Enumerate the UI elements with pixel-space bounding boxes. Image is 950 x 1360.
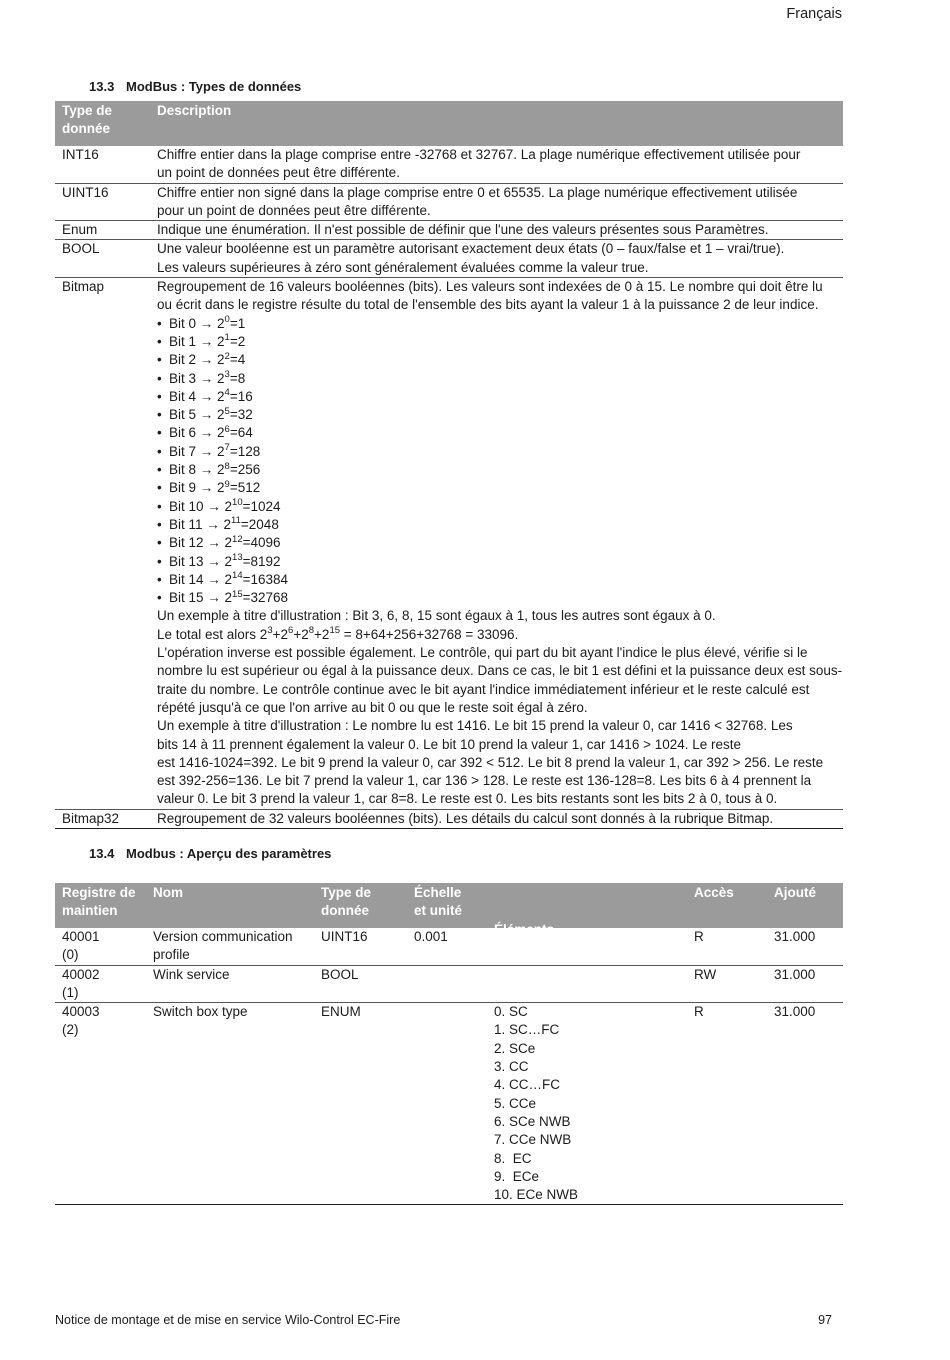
register-cell (55, 928, 146, 965)
parameters-table (55, 883, 843, 1205)
bit-value: =2 (229, 333, 246, 349)
bit-exponent: 13 (232, 552, 243, 564)
parameter-row (55, 1003, 843, 1205)
bit-text: Bit 2 → 2 (169, 352, 225, 368)
bit-item (157, 315, 843, 333)
table-row (55, 221, 843, 240)
header-line: Éléments (494, 921, 555, 937)
register-line: 40001 (62, 929, 100, 944)
superscript: 3 (267, 625, 273, 637)
element-line: 0. SC (494, 1004, 528, 1020)
bit-item (157, 571, 843, 589)
footer-title: Notice de montage et de mise en service Wilo-Control EC-Fire (55, 1313, 401, 1327)
access-value: RW (694, 966, 717, 982)
bit-value: =16384 (242, 571, 289, 587)
element-line: 2. SCe (494, 1040, 536, 1056)
added-cell (767, 928, 843, 965)
section-heading-parameters (89, 845, 331, 863)
text-segment: = 8+64+256+32768 = 33096. (340, 626, 519, 642)
table-row (55, 240, 843, 278)
bit-value: =4 (229, 352, 246, 368)
register-cell (55, 966, 146, 1003)
header-cell-added (767, 884, 843, 928)
data-types-table (55, 101, 843, 829)
name-line: Version communication (153, 929, 293, 944)
page-number: 97 (818, 1313, 832, 1327)
description-line: Chiffre entier dans la plage comprise entre -32768 et 32767. La plage numérique effectivement utilisée pour (157, 147, 801, 162)
header-cell-description (150, 102, 843, 146)
header-line: donnée (321, 903, 370, 919)
header-line: Type de (62, 103, 113, 118)
header-cell-type (55, 102, 150, 146)
data-type-cell (314, 966, 407, 1003)
bit-text: Bit 6 → 2 (169, 425, 225, 441)
bit-text: Bit 7 → 2 (169, 443, 225, 459)
description-cell (150, 240, 843, 277)
bit-text: Bit 14 → 2 (169, 571, 233, 587)
header-cell-register (55, 884, 146, 928)
bit-text: Bit 4 → 2 (169, 388, 225, 404)
bit-exponent: 7 (224, 442, 230, 454)
superscript: 8 (308, 625, 315, 637)
header-cell-data-type (314, 884, 407, 928)
access-cell (687, 928, 767, 965)
bit-value: =32 (229, 407, 253, 423)
description-line: Un exemple à titre d'illustration : Le nombre lu est 1416. Le bit 15 prend la valeur 0, car 1416 < 32768. Les (157, 718, 793, 734)
text-segment: +2 (293, 626, 309, 642)
bit-exponent: 3 (224, 369, 230, 381)
type-cell (55, 221, 150, 239)
added-value: 31.000 (774, 966, 816, 982)
type-name: BOOL (62, 241, 100, 257)
bit-item (157, 370, 843, 388)
description-cell (150, 278, 843, 809)
description-line: Une valeur booléenne est un paramètre autorisant exactement deux états (0 – faux/false et 1 – vrai/true). (157, 241, 785, 257)
data-type-value: ENUM (321, 1004, 361, 1020)
table-row (55, 278, 843, 810)
description-line: traite du nombre. Le contrôle continue avec le bit ayant l'indice immédiatement inférieur et le reste calculé est (157, 681, 810, 697)
element-line: 1. SC…FC (494, 1022, 560, 1038)
bit-item (157, 534, 843, 552)
type-name: Bitmap (62, 279, 105, 295)
scale-unit-value: 0.001 (414, 929, 448, 944)
bit-exponent: 5 (224, 405, 230, 417)
bit-text: Bit 9 → 2 (169, 480, 225, 496)
description-line: Un exemple à titre d'illustration : Bit 3, 6, 8, 15 sont égaux à 1, tous les autres sont égaux à 0. (157, 608, 716, 624)
table-row (55, 146, 843, 184)
header-cell-name (146, 884, 314, 928)
section-heading-data-types (89, 78, 301, 96)
register-line: 40003 (62, 1004, 100, 1020)
bit-item (157, 351, 843, 369)
type-name: UINT16 (62, 184, 109, 200)
element-line: 8. EC (494, 1150, 532, 1166)
bit-item (157, 388, 843, 406)
bit-text: Bit 11 → 2 (169, 516, 232, 532)
bit-value: =1 (229, 315, 246, 331)
header-line: donnée (62, 121, 111, 137)
name-cell (146, 966, 314, 1003)
header-cell-access (687, 884, 767, 928)
added-cell (767, 1003, 843, 1204)
bit-text: Bit 1 → 2 (169, 333, 225, 349)
bit-item (157, 479, 843, 497)
type-cell (55, 240, 150, 277)
data-type-cell (314, 1003, 407, 1204)
bit-text: Bit 0 → 2 (169, 315, 225, 331)
element-line: 10. ECe NWB (494, 1187, 579, 1203)
description-line: Regroupement de 32 valeurs booléennes (bits). Les détails du calcul sont donnés à la rubrique Bitmap. (157, 810, 774, 826)
table-row (55, 184, 843, 222)
superscript: 6 (288, 625, 294, 637)
bit-text: Bit 13 → 2 (169, 553, 233, 569)
bit-exponent: 12 (232, 533, 243, 545)
bit-text: Bit 5 → 2 (169, 407, 225, 423)
description-line (157, 626, 843, 644)
text-segment: +2 (314, 626, 330, 642)
bit-value: =32768 (242, 590, 289, 606)
description-line: bits 14 à 11 prennent également la valeur 0. Le bit 10 prend la valeur 1, car 1416 > 1024. Le reste (157, 736, 742, 752)
scale-unit-cell (407, 928, 487, 965)
register-line: (1) (62, 984, 79, 1000)
bit-text: Bit 8 → 2 (169, 462, 225, 478)
bit-value: =128 (229, 443, 261, 459)
bit-item (157, 406, 843, 424)
element-line: 9. ECe (494, 1168, 540, 1184)
section-number: 13.4 (89, 846, 115, 861)
bit-value: =4096 (242, 535, 281, 551)
scale-unit-cell (407, 1003, 487, 1204)
table-row (55, 810, 843, 829)
scale-unit-cell (407, 966, 487, 1003)
bit-item (157, 589, 843, 607)
header-cell-elements (487, 884, 687, 937)
bit-value: =16 (229, 388, 253, 404)
bit-exponent: 4 (224, 387, 230, 399)
description-line: L'opération inverse est possible également. Le contrôle, qui part du bit ayant l'indice le plus élevé, vérifie si le (157, 645, 808, 661)
header-line: Description (157, 103, 232, 118)
header-line: Accès (694, 885, 734, 900)
bit-item (157, 443, 843, 461)
bit-text: Bit 10 → 2 (169, 498, 233, 514)
element-cell (487, 928, 687, 965)
description-line: Indique une énumération. Il n'est possible de définir que l'une des valeurs présentes sous Paramètres. (157, 222, 769, 238)
description-cell (150, 146, 843, 183)
bit-exponent: 8 (224, 460, 230, 472)
header-cell-scale-unit (407, 884, 487, 928)
name-cell (146, 928, 314, 965)
bit-value: =8192 (242, 553, 281, 569)
bit-text: Bit 15 → 2 (169, 590, 233, 606)
added-value: 31.000 (774, 1004, 816, 1020)
bit-text: Bit 3 → 2 (169, 370, 225, 386)
text-segment: Le total est alors 2 (157, 626, 268, 642)
header-line: Ajouté (774, 885, 816, 900)
bit-exponent: 15 (232, 588, 243, 600)
bit-value: =64 (229, 425, 253, 441)
bit-item (157, 333, 843, 351)
element-cell (487, 966, 687, 1003)
bit-item (157, 461, 843, 479)
bit-value: =512 (229, 480, 261, 496)
bit-exponent: 0 (224, 314, 230, 326)
element-cell (487, 1003, 687, 1204)
bit-exponent: 6 (224, 423, 230, 435)
header-line: maintien (62, 903, 118, 919)
section-title: Modbus : Aperçu des paramètres (126, 846, 332, 861)
bit-text: Bit 12 → 2 (169, 535, 233, 551)
bit-item (157, 553, 843, 571)
bit-item (157, 424, 843, 442)
added-value: 31.000 (774, 929, 816, 944)
header-line: et unité (414, 903, 463, 919)
type-name: Bitmap32 (62, 810, 120, 826)
header-line: Registre de (62, 885, 136, 900)
table-header-row (55, 101, 843, 146)
description-cell (150, 810, 843, 828)
access-cell (687, 966, 767, 1003)
register-line: (2) (62, 1022, 79, 1038)
header-line: Échelle (414, 885, 462, 900)
element-line: 4. CC…FC (494, 1077, 561, 1093)
bit-value: =8 (229, 370, 246, 386)
register-line: 40002 (62, 966, 100, 982)
section-title: ModBus : Types de données (126, 79, 302, 94)
description-line: nombre lu est supérieur ou égal à la puissance deux. Dans ce cas, le bit 1 est défini et la puissance deux est sous- (157, 663, 843, 679)
header-line: Type de (321, 885, 372, 900)
bit-list (157, 315, 843, 608)
parameter-row (55, 966, 843, 1004)
type-cell (55, 146, 150, 183)
bit-exponent: 10 (232, 497, 243, 509)
bit-value: =256 (229, 462, 261, 478)
description-line: ou écrit dans le registre résulte du total de l'ensemble des bits ayant la valeur 1 à la puissance 2 de leur indice. (157, 297, 819, 313)
element-line: 5. CCe (494, 1095, 537, 1111)
register-cell (55, 1003, 146, 1204)
table-body (55, 146, 843, 829)
name-line: Switch box type (153, 1004, 248, 1020)
access-value: R (694, 929, 704, 944)
header-line: Nom (153, 885, 183, 900)
type-name: INT16 (62, 147, 99, 162)
bit-exponent: 2 (224, 350, 230, 362)
parameter-row (55, 928, 843, 966)
description-line: valeur 0. Le bit 3 prend la valeur 1, car 8=8. Le reste est 0. Les bits restants sont les bits 2 à 0, tous à 0. (157, 791, 778, 807)
description-line: Chiffre entier non signé dans la plage comprise entre 0 et 65535. La plage numérique effectivement utilisée (157, 184, 798, 200)
added-cell (767, 966, 843, 1003)
bit-exponent: 9 (224, 478, 230, 490)
description-line: Regroupement de 16 valeurs booléennes (bits). Les valeurs sont indexées de 0 à 15. Le nombre qui doit être lu (157, 279, 823, 295)
bit-value: =2048 (240, 516, 279, 532)
description-line: répété jusqu'à ce que l'on arrive au bit 0 ou que le reste soit égal à zéro. (157, 699, 588, 715)
language-label: Français (786, 6, 842, 22)
table-body (55, 928, 843, 1205)
type-name: Enum (62, 222, 98, 238)
description-line: est 392-256=136. Le bit 7 prend la valeur 1, car 136 > 128. Le reste est 136-128=8. Les bits 6 à 4 prennent la (157, 773, 812, 789)
data-type-cell (314, 928, 407, 965)
element-line: 6. SCe NWB (494, 1113, 571, 1129)
access-value: R (694, 1004, 704, 1020)
text-segment: +2 (272, 626, 289, 642)
element-line: 3. CC (494, 1059, 529, 1075)
description-line: est 1416-1024=392. Le bit 9 prend la valeur 0, car 392 < 512. Le bit 8 prend la valeur 1, car 392 > 256. Le reste (157, 754, 824, 770)
type-cell (55, 278, 150, 809)
bit-item (157, 498, 843, 516)
bit-item (157, 516, 843, 534)
bit-exponent: 14 (232, 570, 243, 582)
name-line: profile (153, 947, 190, 963)
element-line: 7. CCe NWB (494, 1132, 572, 1148)
bit-exponent: 1 (224, 332, 230, 344)
data-type-value: BOOL (321, 966, 359, 982)
access-cell (687, 1003, 767, 1204)
bit-value: =1024 (242, 498, 281, 514)
superscript: 15 (329, 625, 341, 637)
section-number: 13.3 (89, 79, 115, 94)
type-cell (55, 810, 150, 828)
description-cell (150, 184, 843, 221)
name-line: Wink service (153, 966, 230, 982)
type-cell (55, 184, 150, 221)
description-line: pour un point de données peut être différente. (157, 202, 431, 218)
description-cell (150, 221, 843, 239)
description-line: un point de données peut être différente. (157, 165, 400, 181)
description-line: Les valeurs supérieures à zéro sont généralement évaluées comme la valeur true. (157, 259, 649, 275)
data-type-value: UINT16 (321, 929, 368, 944)
register-line: (0) (62, 947, 79, 963)
bit-exponent: 11 (231, 515, 241, 527)
name-cell (146, 1003, 314, 1204)
